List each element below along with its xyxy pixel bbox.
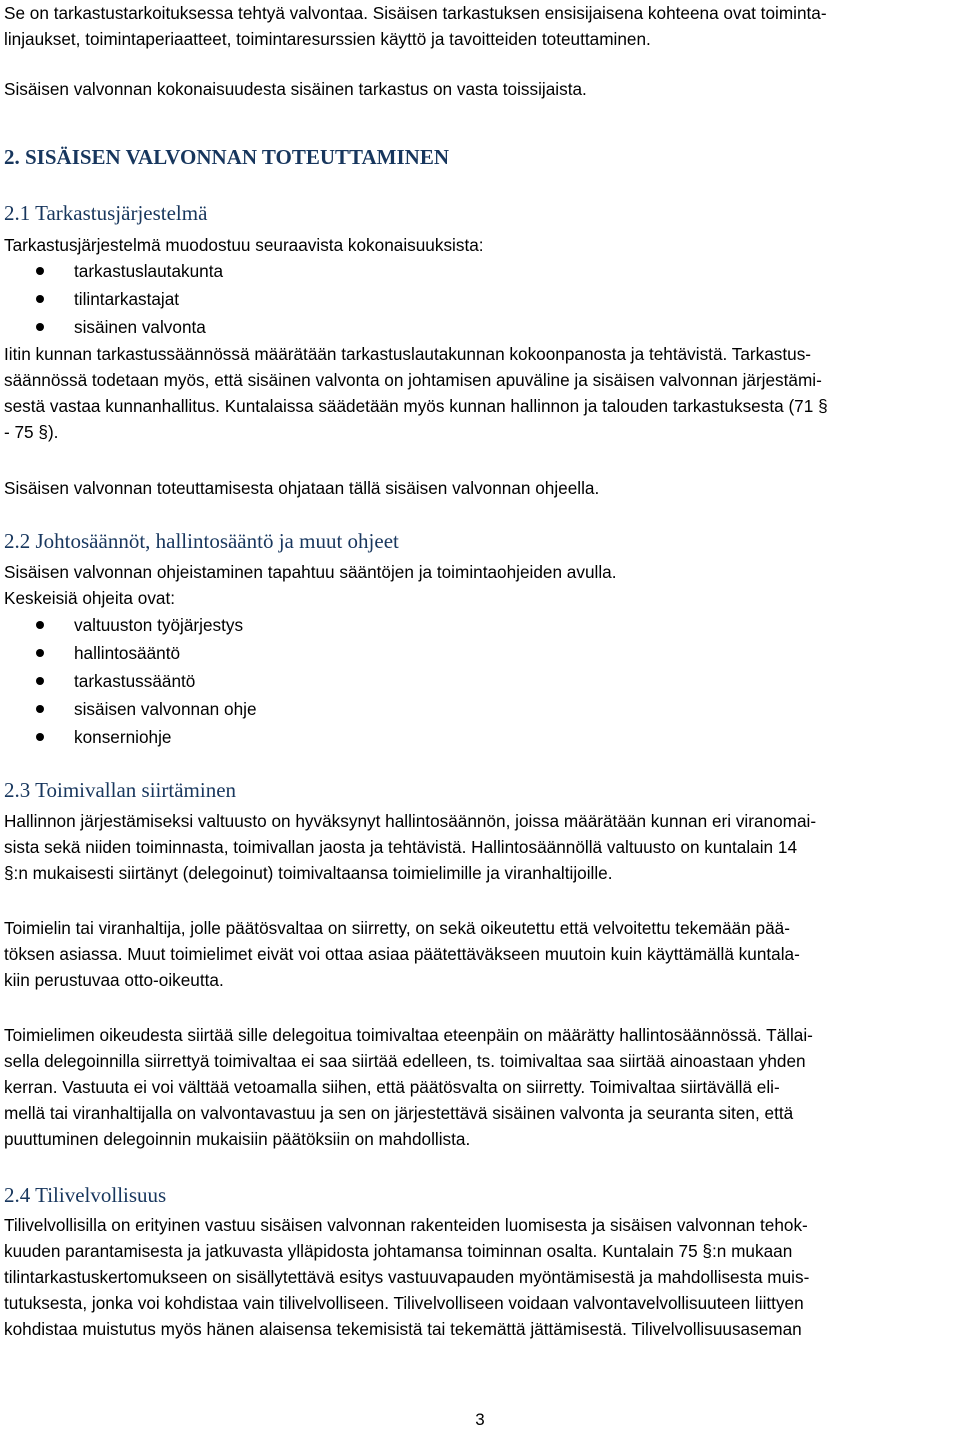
paragraph-line: kuuden parantamisesta ja jatkuvasta ylläpidosta johtamansa toiminnan osalta. Kuntalain 75 §:n mukaan (4, 1241, 793, 1261)
paragraph-line: sella delegoinnilla siirrettyä toimivaltaa ei saa siirtää edelleen, ts. toimivaltaa saa siirtää ainoastaan yhden (4, 1051, 806, 1071)
list-item: sisäisen valvonnan ohje (74, 699, 257, 719)
page-number: 3 (475, 1410, 485, 1429)
list-item: tarkastussääntö (74, 671, 196, 691)
bullet-icon (36, 267, 44, 275)
section-heading: 2. SISÄISEN VALVONNAN TOTEUTTAMINEN (4, 145, 449, 169)
bullet-icon (36, 295, 44, 303)
lead-text: Tarkastusjärjestelmä muodostuu seuraavista kokonaisuuksista: (4, 235, 484, 255)
subsection-heading-2-2: 2.2 Johtosäännöt, hallintosääntö ja muut ohjeet (4, 529, 399, 553)
bullet-icon (36, 323, 44, 331)
list-item: valtuuston työjärjestys (74, 615, 244, 635)
subsection-heading-2-1: 2.1 Tarkastusjärjestelmä (4, 201, 208, 225)
paragraph-line: mellä tai viranhaltijalla on valvontavastuu ja sen on järjestettävä sisäinen valvonta ja seuranta siten, että (4, 1103, 794, 1123)
paragraph-line: töksen asiassa. Muut toimielimet eivät voi ottaa asiaa päätettäväkseen muutoin kuin käyttämällä kuntala- (4, 944, 800, 964)
list-item: sisäinen valvonta (74, 317, 206, 337)
paragraph-line: kohdistaa muistutus myös hänen alaisensa tekemisistä tai tekemättä jättämisestä. Tilivelvollisuusaseman (4, 1319, 802, 1339)
intro-line: Sisäisen valvonnan kokonaisuudesta sisäinen tarkastus on vasta toissijaista. (4, 79, 587, 99)
paragraph-line: Keskeisiä ohjeita ovat: (4, 588, 176, 608)
list-item: konserniohje (74, 727, 172, 747)
intro-line: linjaukset, toimintaperiaatteet, toimintaresurssien käyttö ja tavoitteiden toteuttaminen. (4, 29, 651, 49)
paragraph-line: kiin perustuvaa otto-oikeutta. (4, 970, 224, 990)
paragraph-line: Sisäisen valvonnan toteuttamisesta ohjataan tällä sisäisen valvonnan ohjeella. (4, 478, 600, 498)
paragraph-line: Iitin kunnan tarkastussäännössä määrätään tarkastuslautakunnan kokoonpanosta ja tehtävistä. Tarkastus- (4, 344, 812, 364)
list-item: hallintosääntö (74, 643, 181, 663)
paragraph-line: tilintarkastuskertomukseen on sisällytettävä esitys vastuuvapauden myöntämisestä ja mahdollisesta muis- (4, 1267, 810, 1287)
intro-line: Se on tarkastustarkoituksessa tehtyä valvontaa. Sisäisen tarkastuksen ensisijaisena kohteena ovat toiminta- (4, 3, 827, 23)
paragraph-line: sista sekä niiden toiminnasta, toimivallan jaosta ja tehtävistä. Hallintosäännöllä valtuusto on kuntalain 14 (4, 837, 797, 857)
paragraph-line: tutuksesta, jonka voi kohdistaa vain tilivelvolliseen. Tilivelvolliseen voidaan valvontavelvollisuuteen liittyen (4, 1293, 804, 1313)
paragraph-line: Toimielin tai viranhaltija, jolle päätösvaltaa on siirretty, on sekä oikeutettu että velvoitettu tekemään pää- (4, 918, 790, 938)
paragraph-line: Toimielimen oikeudesta siirtää sille delegoitua toimivaltaa eteenpäin on määrätty hallintosäännössä. Tällai- (4, 1025, 813, 1045)
bullet-icon (36, 621, 44, 629)
paragraph-line: puuttuminen delegoinnin mukaisiin päätöksiin on mahdollista. (4, 1129, 471, 1149)
paragraph-line: Hallinnon järjestämiseksi valtuusto on hyväksynyt hallintosäännön, joissa määrätään kunnan eri viranomai- (4, 811, 817, 831)
bullet-icon (36, 733, 44, 741)
paragraph-line: §:n mukaisesti siirtänyt (delegoinut) toimivaltaansa toimielimille ja viranhaltijoille. (4, 863, 613, 883)
paragraph-line: Tilivelvollisilla on erityinen vastuu sisäisen valvonnan rakenteiden luomisesta ja sisäisen valvonnan tehok- (4, 1215, 808, 1235)
paragraph-line: - 75 §). (4, 422, 59, 442)
paragraph-line: sestä vastaa kunnanhallitus. Kuntalaissa säädetään myös kunnan hallinnon ja talouden tarkastuksesta (71 § (4, 396, 828, 416)
paragraph-line: kerran. Vastuuta ei voi välttää vetoamalla siihen, että päätösvalta on siirretty. Toimivaltaa siirtävällä eli- (4, 1077, 780, 1097)
list-item: tarkastuslautakunta (74, 261, 224, 281)
subsection-heading-2-4: 2.4 Tilivelvollisuus (4, 1183, 167, 1207)
list-item: tilintarkastajat (74, 289, 180, 309)
paragraph-line: Sisäisen valvonnan ohjeistaminen tapahtuu sääntöjen ja toimintaohjeiden avulla. (4, 562, 617, 582)
subsection-heading-2-3: 2.3 Toimivallan siirtäminen (4, 778, 237, 802)
paragraph-line: säännössä todetaan myös, että sisäinen valvonta on johtamisen apuväline ja sisäisen valvonnan järjestämi- (4, 370, 822, 390)
bullet-icon (36, 705, 44, 713)
bullet-icon (36, 649, 44, 657)
bullet-icon (36, 677, 44, 685)
